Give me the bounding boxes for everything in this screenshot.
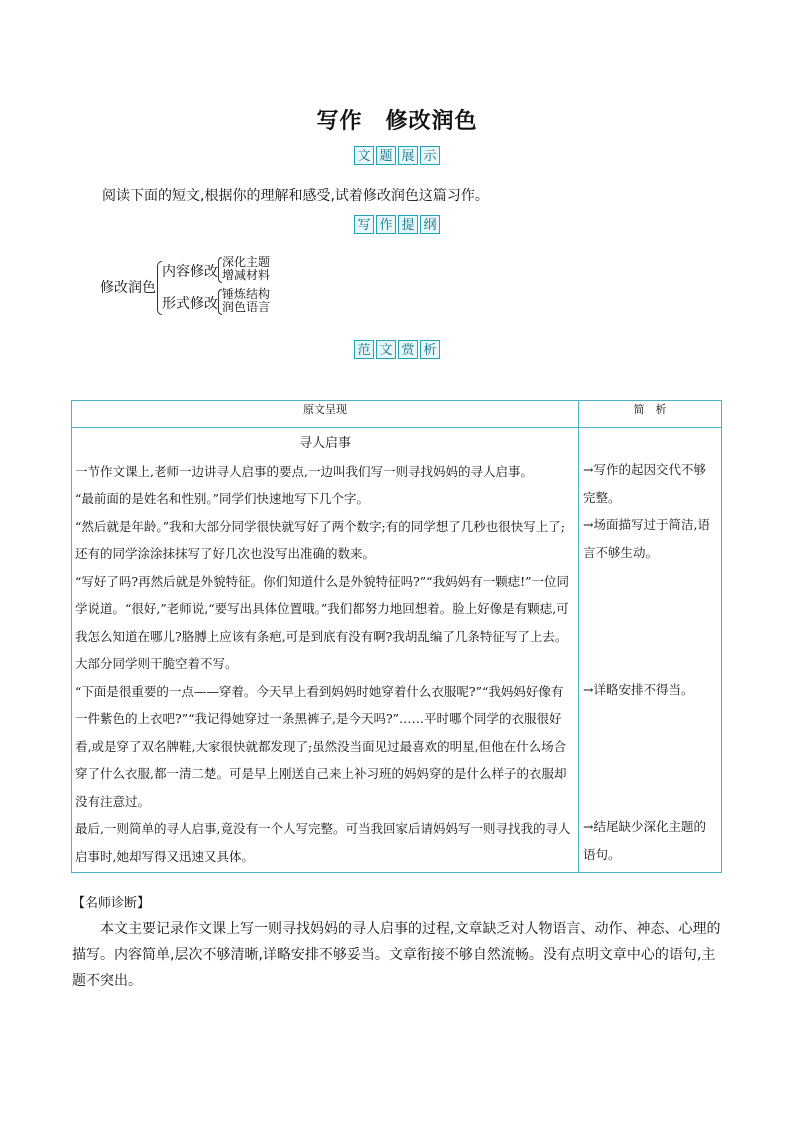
tag-char: 写	[354, 215, 374, 234]
header-original: 原文呈现	[72, 401, 579, 428]
outline-diagram	[100, 255, 300, 317]
tag-char: 析	[420, 340, 440, 359]
essay-paragraph: 最后,一则简单的寻人启事,竟没有一个人写完整。可当我回家后请妈妈写一则寻找我的寻人启事时,她却写得又迅速又具体。	[75, 821, 571, 864]
tag-char: 纲	[420, 215, 440, 234]
outline-form-label: 形式修改	[162, 296, 218, 312]
tag-char: 展	[398, 146, 418, 165]
tag-char: 题	[376, 146, 396, 165]
analysis-note: →详略安排不得当。	[583, 682, 694, 697]
original-text-cell	[72, 428, 579, 873]
section-tag-sample	[0, 340, 794, 359]
analysis-note: →结尾缺少深化主题的语句。	[583, 819, 706, 862]
table-row	[72, 428, 722, 873]
tag-char: 范	[354, 340, 374, 359]
outline-leaf: 深化主题	[222, 255, 271, 269]
outline-content-label: 内容修改	[162, 264, 218, 280]
section-tag-outline	[0, 215, 794, 234]
essay-paragraph: “然后就是年龄。”我和大部分同学很快就写好了两个数字;有的同学想了几秒也很快写上了;还有的同学涂涂抹抹写了好几次也没写出准确的数来。	[75, 518, 565, 561]
analysis-cell	[579, 428, 722, 873]
analysis-note: →写作的起因交代不够完整。	[583, 462, 706, 505]
analysis-table	[71, 400, 722, 873]
tag-char: 赏	[398, 340, 418, 359]
intro-text: 阅读下面的短文,根据你的理解和感受,试着修改润色这篇习作。	[102, 188, 489, 204]
diagnosis-text: 本文主要记录作文课上写一则寻找妈妈的寻人启事的过程,文章缺乏对人物语言、动作、神态、心理的描写。内容简单,层次不够清晰,详略安排不够妥当。文章衔接不够自然流畅。没有点明文章中心的语句,主题不突出。	[72, 921, 721, 989]
essay-paragraph: “下面是很重要的一点——穿着。今天早上看到妈妈时她穿着什么衣服呢?”“我妈妈好像有一件紫色的上衣吧?”“我记得她穿过一条黑裤子,是今天吗?”……平时哪个同学的衣服很好看,或是穿了双名牌鞋,大家很快就都发现了;虽然没当面见过最喜欢的明星,但他在什么场合穿了什么衣服,都一清二楚。可是早上刚送自己来上补习班的妈妈穿的是什么样子的衣服却没有注意过。	[75, 683, 567, 809]
essay-paragraph: 一节作文课上,老师一边讲寻人启事的要点,一边叫我们写一则寻找妈妈的寻人启事。	[75, 463, 533, 479]
tag-char: 文	[354, 146, 374, 165]
page-title: 写作 修改润色	[316, 109, 478, 134]
tag-char: 文	[376, 340, 396, 359]
essay-paragraph: “最前面的是姓名和性别。”同学们快速地写下几个字。	[75, 491, 370, 506]
header-analysis: 简 析	[579, 401, 722, 428]
outline-leaf: 增减材料	[222, 268, 271, 282]
analysis-note: →场面描写过于简洁,语言不够生动。	[583, 517, 710, 560]
section-tag-prompt	[0, 146, 794, 165]
tag-char: 示	[420, 146, 440, 165]
diagnosis-label: 【名师诊断】	[72, 896, 151, 911]
table-header-row	[72, 401, 722, 428]
tag-char: 提	[398, 215, 418, 234]
tag-char: 作	[376, 215, 396, 234]
essay-paragraph: “写好了吗?再然后就是外貌特征。你们知道什么是外貌特征吗?”“我妈妈有一颗痣!”一位同学说道。“很好,”老师说,“要写出具体位置哦。”我们都努力地回想着。脸上好像是有颗痣,可我怎么知道在哪儿?胳膊上应该有条疤,可是到底有没有啊?我胡乱编了几条特征写了上去。大部分同学则干脆空着不写。	[75, 573, 569, 671]
essay-title: 寻人启事	[298, 436, 351, 451]
outline-leaf: 润色语言	[222, 300, 271, 314]
outline-root: 修改润色	[100, 280, 156, 296]
outline-leaf: 锤炼结构	[222, 287, 271, 301]
